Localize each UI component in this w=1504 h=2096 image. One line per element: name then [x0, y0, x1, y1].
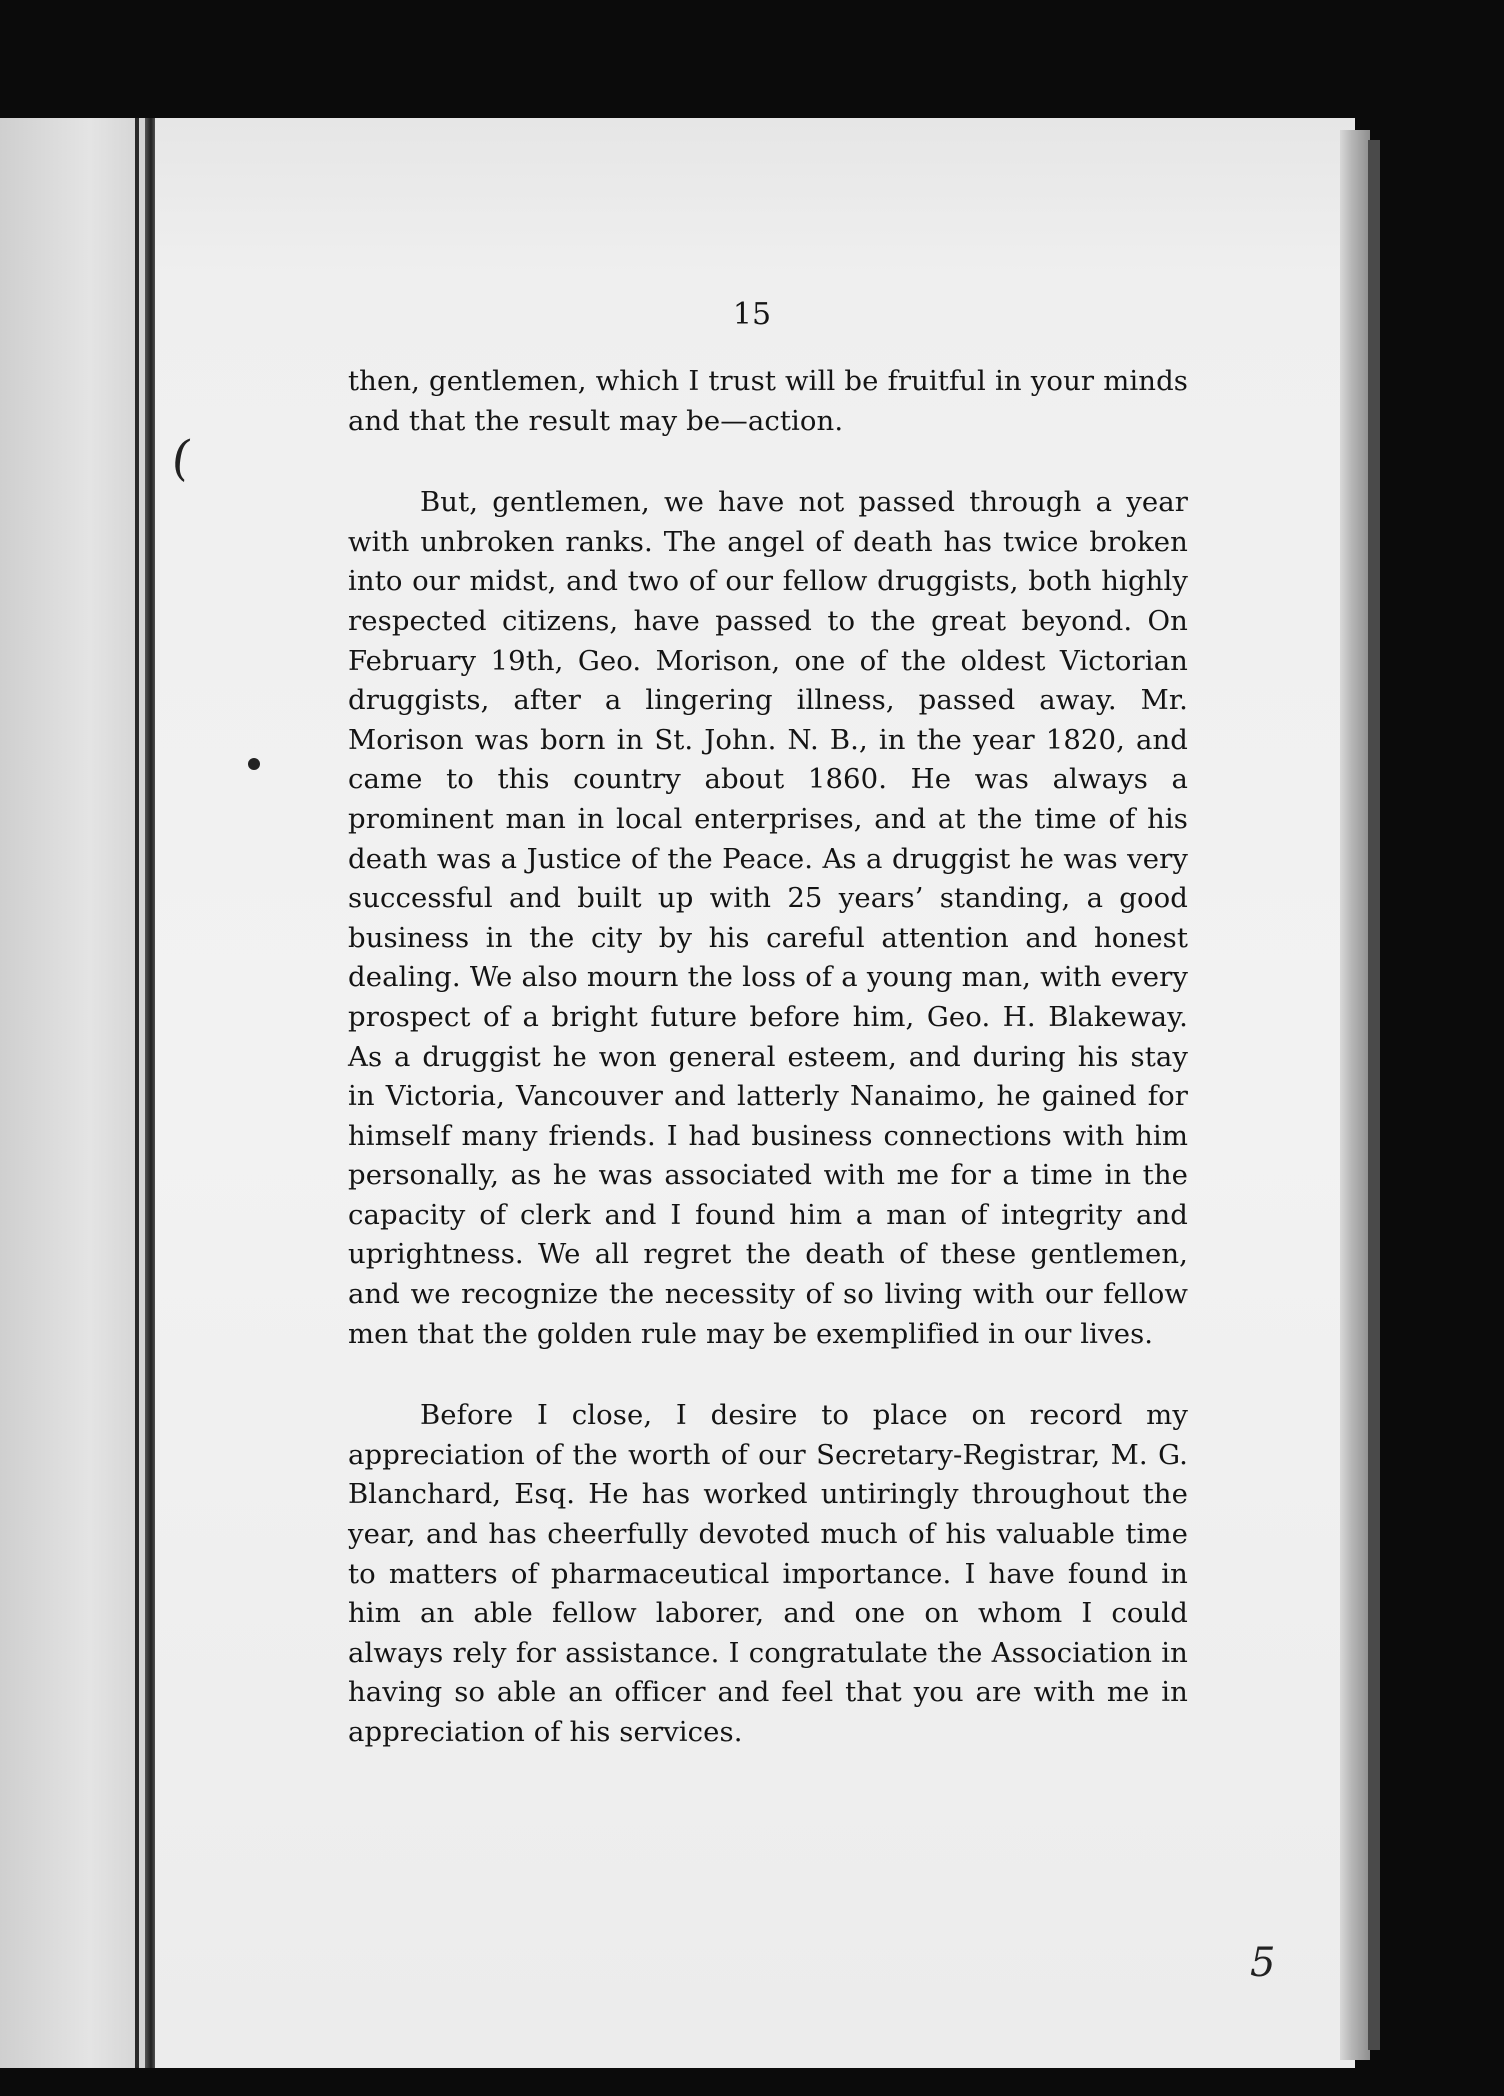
corner-handwritten-note: 5	[1250, 1940, 1276, 1986]
body-text	[348, 362, 1188, 1753]
paragraph-1: then, gentlemen, which I trust will be fruitful in your minds and that the result may be—action.	[348, 365, 1188, 437]
margin-paren-mark: (	[168, 428, 195, 488]
paragraph-3: Before I close, I desire to place on record my appreciation of the worth of our Secretary-Registrar, M. G. Blanchard, Esq. He has worked untiringly throughout the year, and has cheerfully devoted much of his valuable time to matters of pharmaceutical importance. I have found in him an able fellow laborer, and one on whom I could always rely for assistance. I congratulate the Association in having so able an officer and feel that you are with me in appreciation of his services.	[348, 1399, 1188, 1748]
page-number: 15	[732, 297, 772, 332]
page-stack-edge	[1340, 130, 1370, 2060]
facing-page-border	[135, 118, 139, 2068]
facing-page-edge	[0, 118, 150, 2068]
paragraph-2: But, gentlemen, we have not passed through a year with unbroken ranks. The angel of death has twice broken into our midst, and two of our fellow druggists, both highly respected citizens, have passed to the great beyond. On February 19th, Geo. Morison, one of the oldest Victorian druggists, after a lingering illness, passed away. Mr. Morison was born in St. John. N. B., in the year 1820, and came to this country about 1860. He was always a prominent man in local enterprises, and at the time of his death was a Justice of the Peace. As a druggist he was very successful and built up with 25 years’ standing, a good business in the city by his careful attention and honest dealing. We also mourn the loss of a young man, with every prospect of a bright future before him, Geo. H. Blakeway. As a druggist he won general esteem, and during his stay in Victoria, Vancouver and latterly Nanaimo, he gained for himself many friends. I had business connections with him personally, as he was associated with me for a time in the capacity of clerk and I found him a man of integrity and uprightness. We all regret the death of these gentlemen, and we recognize the necessity of so living with our fellow men that the golden rule may be exemplified in our lives.	[348, 486, 1188, 1350]
ink-blot-mark	[248, 758, 260, 770]
page-stack-shadow	[1368, 140, 1380, 2050]
